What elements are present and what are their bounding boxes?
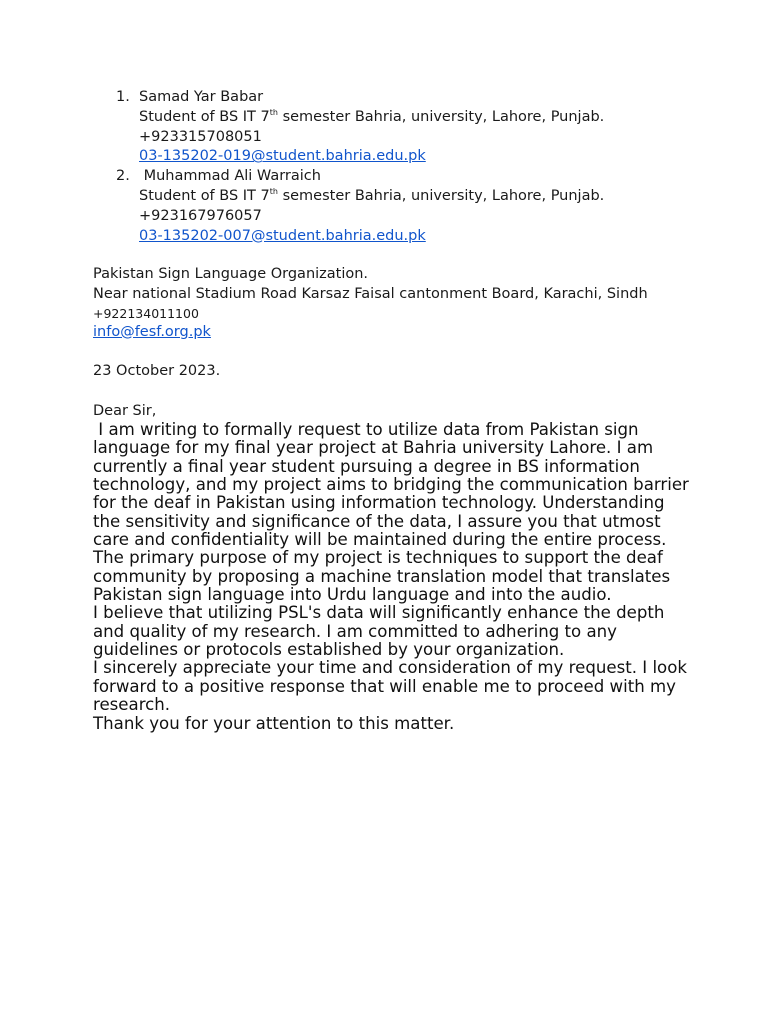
letter-body bbox=[93, 421, 693, 733]
recipient-organization: Pakistan Sign Language Organization. bbox=[93, 266, 369, 282]
ordinal-suffix: th bbox=[269, 186, 278, 196]
desc-prefix: Student of BS IT 7 bbox=[139, 187, 270, 204]
recipient-email-link[interactable]: info@fesf.org.pk bbox=[93, 323, 211, 340]
sender-phone: +923167976057 bbox=[139, 207, 262, 224]
sender-name: Samad Yar Babar bbox=[139, 89, 264, 105]
sender-phone: +923315708051 bbox=[139, 128, 262, 145]
body-paragraph-4: Thank you for your attention to this matter. bbox=[93, 713, 455, 733]
recipient-address: Near national Stadium Road Karsaz Faisal cantonment Board, Karachi, Sindh bbox=[93, 285, 648, 302]
salutation: Dear Sir, bbox=[93, 403, 157, 419]
sender-list bbox=[93, 88, 693, 246]
recipient-address-block bbox=[93, 265, 713, 342]
sender-description bbox=[139, 187, 693, 207]
ordinal-suffix: th bbox=[269, 107, 278, 117]
sender-email-link[interactable]: 03-135202-019@student.bahria.edu.pk bbox=[139, 148, 426, 165]
sender-name: Muhammad Ali Warraich bbox=[139, 168, 321, 185]
desc-prefix: Student of BS IT 7 bbox=[139, 108, 270, 125]
sender-item-2 bbox=[93, 167, 693, 246]
body-paragraph-3: I sincerely appreciate your time and consideration of my request. I look forward to a positive response that will enable me to proceed with my research. bbox=[93, 658, 693, 715]
letter-date: 23 October 2023. bbox=[93, 363, 221, 379]
desc-suffix: semester Bahria, university, Lahore, Punjab. bbox=[277, 108, 605, 125]
list-number: 2. bbox=[116, 168, 130, 185]
recipient-phone: +922134011100 bbox=[93, 305, 199, 321]
sender-email-link[interactable]: 03-135202-007@student.bahria.edu.pk bbox=[139, 227, 426, 244]
body-paragraph-2: I believe that utilizing PSL's data will significantly enhance the depth and quality of my research. I am committed to adhering to any guidelines or protocols established by your organization. bbox=[93, 603, 670, 660]
sender-description bbox=[139, 108, 693, 128]
desc-suffix: semester Bahria, university, Lahore, Punjab. bbox=[277, 187, 605, 204]
list-number: 1. bbox=[116, 89, 130, 105]
sender-item-1 bbox=[93, 88, 693, 167]
body-paragraph-1: I am writing to formally request to utilize data from Pakistan sign language for my final year project at Bahria university Lahore. I am currently a final year student pursuing a degree in BS information technology, and my project aims to bridging the communication barrier for the deaf in Pakistan using information technology. Understanding the sensitivity and significance of the data, I assure you that utmost care and confidentiality will be maintained during the entire process. The primary purpose of my project is techniques to support the deaf community by proposing a machine translation model that translates Pakistan sign language into Urdu language and into the audio. bbox=[93, 420, 695, 605]
